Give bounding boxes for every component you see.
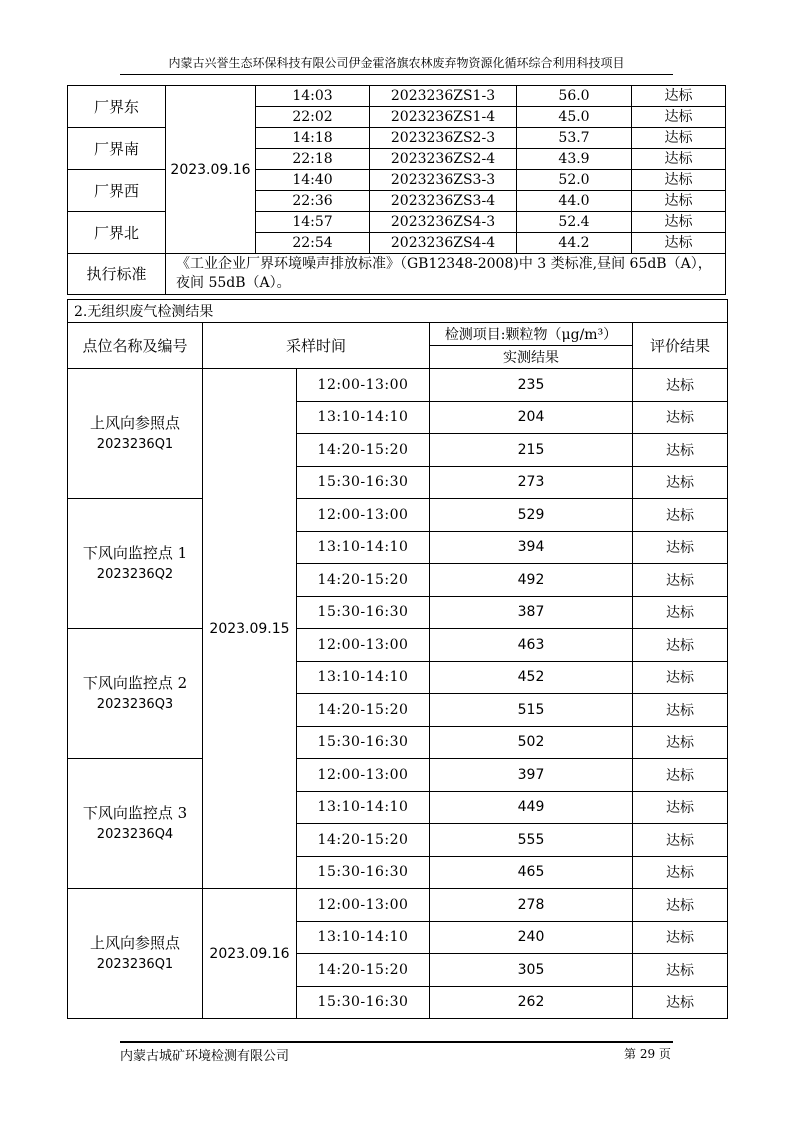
section-title-row: [68, 300, 728, 323]
time-cell: 15:30-16:30: [297, 596, 430, 629]
result-cell: 达标: [633, 986, 728, 1019]
code-cell: 2023236ZS2-3: [370, 128, 517, 149]
table-row: [68, 86, 726, 107]
result-cell: 达标: [633, 791, 728, 824]
table-row: [68, 629, 728, 662]
header-row: [68, 323, 728, 346]
point-cell: [68, 759, 203, 889]
standard-label: 执行标准: [68, 254, 166, 295]
air-table: [67, 299, 728, 1019]
location-name: 厂界西: [68, 170, 166, 212]
section-title: 2.无组织废气检测结果: [68, 300, 728, 323]
time-cell: 15:30-16:30: [297, 856, 430, 889]
page-header-title: 内蒙古兴誉生态环保科技有限公司伊金霍洛旗农林废弃物资源化循环综合利用科技项目: [168, 56, 625, 70]
value-cell: 449: [430, 791, 633, 824]
location-name: 厂界北: [68, 212, 166, 254]
value-cell: 555: [430, 824, 633, 857]
code-cell: 2023236ZS3-3: [370, 170, 517, 191]
time-cell: 14:20-15:20: [297, 564, 430, 597]
point-code: 2023236Q1: [96, 956, 174, 972]
result-cell: 达标: [633, 694, 728, 727]
standard-row: [68, 254, 726, 295]
value-cell: 235: [430, 369, 633, 402]
result-cell: 达标: [632, 170, 726, 191]
time-cell: 12:00-13:00: [297, 369, 430, 402]
result-cell: 达标: [633, 954, 728, 987]
time-cell: 22:18: [256, 149, 370, 170]
time-cell: 22:02: [256, 107, 370, 128]
value-cell: 262: [430, 986, 633, 1019]
result-cell: 达标: [633, 889, 728, 922]
value-cell: 305: [430, 954, 633, 987]
value-cell: 240: [430, 921, 633, 954]
value-cell: 394: [430, 531, 633, 564]
header-eval: 评价结果: [633, 323, 728, 369]
code-cell: 2023236ZS1-3: [370, 86, 517, 107]
location-name: 厂界东: [68, 86, 166, 128]
value-cell: 53.7: [517, 128, 632, 149]
time-cell: 15:30-16:30: [297, 986, 430, 1019]
result-cell: 达标: [633, 596, 728, 629]
time-cell: 13:10-14:10: [297, 921, 430, 954]
value-cell: 44.2: [517, 233, 632, 254]
point-name: 下风向监控点 3: [82, 803, 188, 822]
code-cell: 2023236ZS2-4: [370, 149, 517, 170]
result-cell: 达标: [633, 401, 728, 434]
table-row: [68, 499, 728, 532]
header-measured: 实测结果: [430, 346, 633, 369]
time-cell: 13:10-14:10: [297, 661, 430, 694]
noise-date: 2023.09.16: [166, 86, 256, 254]
result-cell: 达标: [633, 369, 728, 402]
point-cell: [68, 889, 203, 1019]
value-cell: 45.0: [517, 107, 632, 128]
value-cell: 215: [430, 434, 633, 467]
result-cell: 达标: [632, 107, 726, 128]
result-cell: 达标: [633, 466, 728, 499]
table-row: [68, 759, 728, 792]
header-point: 点位名称及编号: [68, 323, 203, 369]
result-cell: 达标: [632, 212, 726, 233]
result-cell: 达标: [633, 661, 728, 694]
code-cell: 2023236ZS4-3: [370, 212, 517, 233]
value-cell: 463: [430, 629, 633, 662]
result-cell: 达标: [633, 824, 728, 857]
time-cell: 14:20-15:20: [297, 434, 430, 467]
time-cell: 15:30-16:30: [297, 466, 430, 499]
footer-divider: [120, 1041, 673, 1043]
result-cell: 达标: [633, 434, 728, 467]
time-cell: 22:36: [256, 191, 370, 212]
value-cell: 515: [430, 694, 633, 727]
code-cell: 2023236ZS1-4: [370, 107, 517, 128]
value-cell: 452: [430, 661, 633, 694]
value-cell: 387: [430, 596, 633, 629]
point-code: 2023236Q1: [96, 436, 174, 452]
result-cell: 达标: [633, 499, 728, 532]
result-cell: 达标: [633, 856, 728, 889]
time-cell: 14:40: [256, 170, 370, 191]
header-time: 采样时间: [203, 323, 430, 369]
footer-company: 内蒙古城矿环境检测有限公司: [120, 1049, 290, 1064]
result-cell: 达标: [633, 564, 728, 597]
footer-page-number: 第 29 页: [624, 1047, 671, 1061]
value-cell: 56.0: [517, 86, 632, 107]
time-cell: 14:20-15:20: [297, 954, 430, 987]
value-cell: 52.4: [517, 212, 632, 233]
point-name: 下风向监控点 1: [82, 543, 188, 562]
standard-text: 《工业企业厂界环境噪声排放标准》（GB12348-2008)中 3 类标准,昼间 65dB（A），夜间 55dB（A）。: [166, 254, 726, 295]
result-cell: 达标: [632, 149, 726, 170]
point-cell: [68, 499, 203, 629]
header-item: 检测项目:颗粒物（μg/m³）: [430, 323, 633, 346]
value-cell: 465: [430, 856, 633, 889]
value-cell: 529: [430, 499, 633, 532]
time-cell: 15:30-16:30: [297, 726, 430, 759]
time-cell: 14:20-15:20: [297, 694, 430, 727]
result-cell: 达标: [632, 233, 726, 254]
table-row: [68, 369, 728, 402]
time-cell: 12:00-13:00: [297, 629, 430, 662]
time-cell: 13:10-14:10: [297, 791, 430, 824]
noise-table: [67, 85, 726, 295]
time-cell: 12:00-13:00: [297, 499, 430, 532]
point-name: 上风向参照点: [89, 413, 180, 432]
value-cell: 44.0: [517, 191, 632, 212]
sampling-date: 2023.09.16: [203, 889, 297, 1019]
point-code: 2023236Q3: [96, 696, 174, 712]
point-cell: [68, 629, 203, 759]
code-cell: 2023236ZS3-4: [370, 191, 517, 212]
value-cell: 204: [430, 401, 633, 434]
point-code: 2023236Q4: [96, 826, 174, 842]
value-cell: 502: [430, 726, 633, 759]
time-cell: 13:10-14:10: [297, 401, 430, 434]
table-row: [68, 889, 728, 922]
value-cell: 52.0: [517, 170, 632, 191]
time-cell: 14:20-15:20: [297, 824, 430, 857]
value-cell: 492: [430, 564, 633, 597]
result-cell: 达标: [632, 86, 726, 107]
time-cell: 22:54: [256, 233, 370, 254]
time-cell: 13:10-14:10: [297, 531, 430, 564]
sampling-date: 2023.09.15: [203, 369, 297, 889]
result-cell: 达标: [632, 191, 726, 212]
code-cell: 2023236ZS4-4: [370, 233, 517, 254]
point-name: 下风向监控点 2: [82, 673, 188, 692]
result-cell: 达标: [633, 629, 728, 662]
result-cell: 达标: [632, 128, 726, 149]
result-cell: 达标: [633, 921, 728, 954]
value-cell: 43.9: [517, 149, 632, 170]
time-cell: 14:18: [256, 128, 370, 149]
result-cell: 达标: [633, 726, 728, 759]
value-cell: 273: [430, 466, 633, 499]
result-cell: 达标: [633, 759, 728, 792]
location-name: 厂界南: [68, 128, 166, 170]
result-cell: 达标: [633, 531, 728, 564]
header-divider: [120, 74, 673, 75]
value-cell: 397: [430, 759, 633, 792]
time-cell: 14:57: [256, 212, 370, 233]
value-cell: 278: [430, 889, 633, 922]
point-name: 上风向参照点: [89, 933, 180, 952]
time-cell: 12:00-13:00: [297, 759, 430, 792]
time-cell: 12:00-13:00: [297, 889, 430, 922]
point-cell: [68, 369, 203, 499]
time-cell: 14:03: [256, 86, 370, 107]
point-code: 2023236Q2: [96, 566, 174, 582]
